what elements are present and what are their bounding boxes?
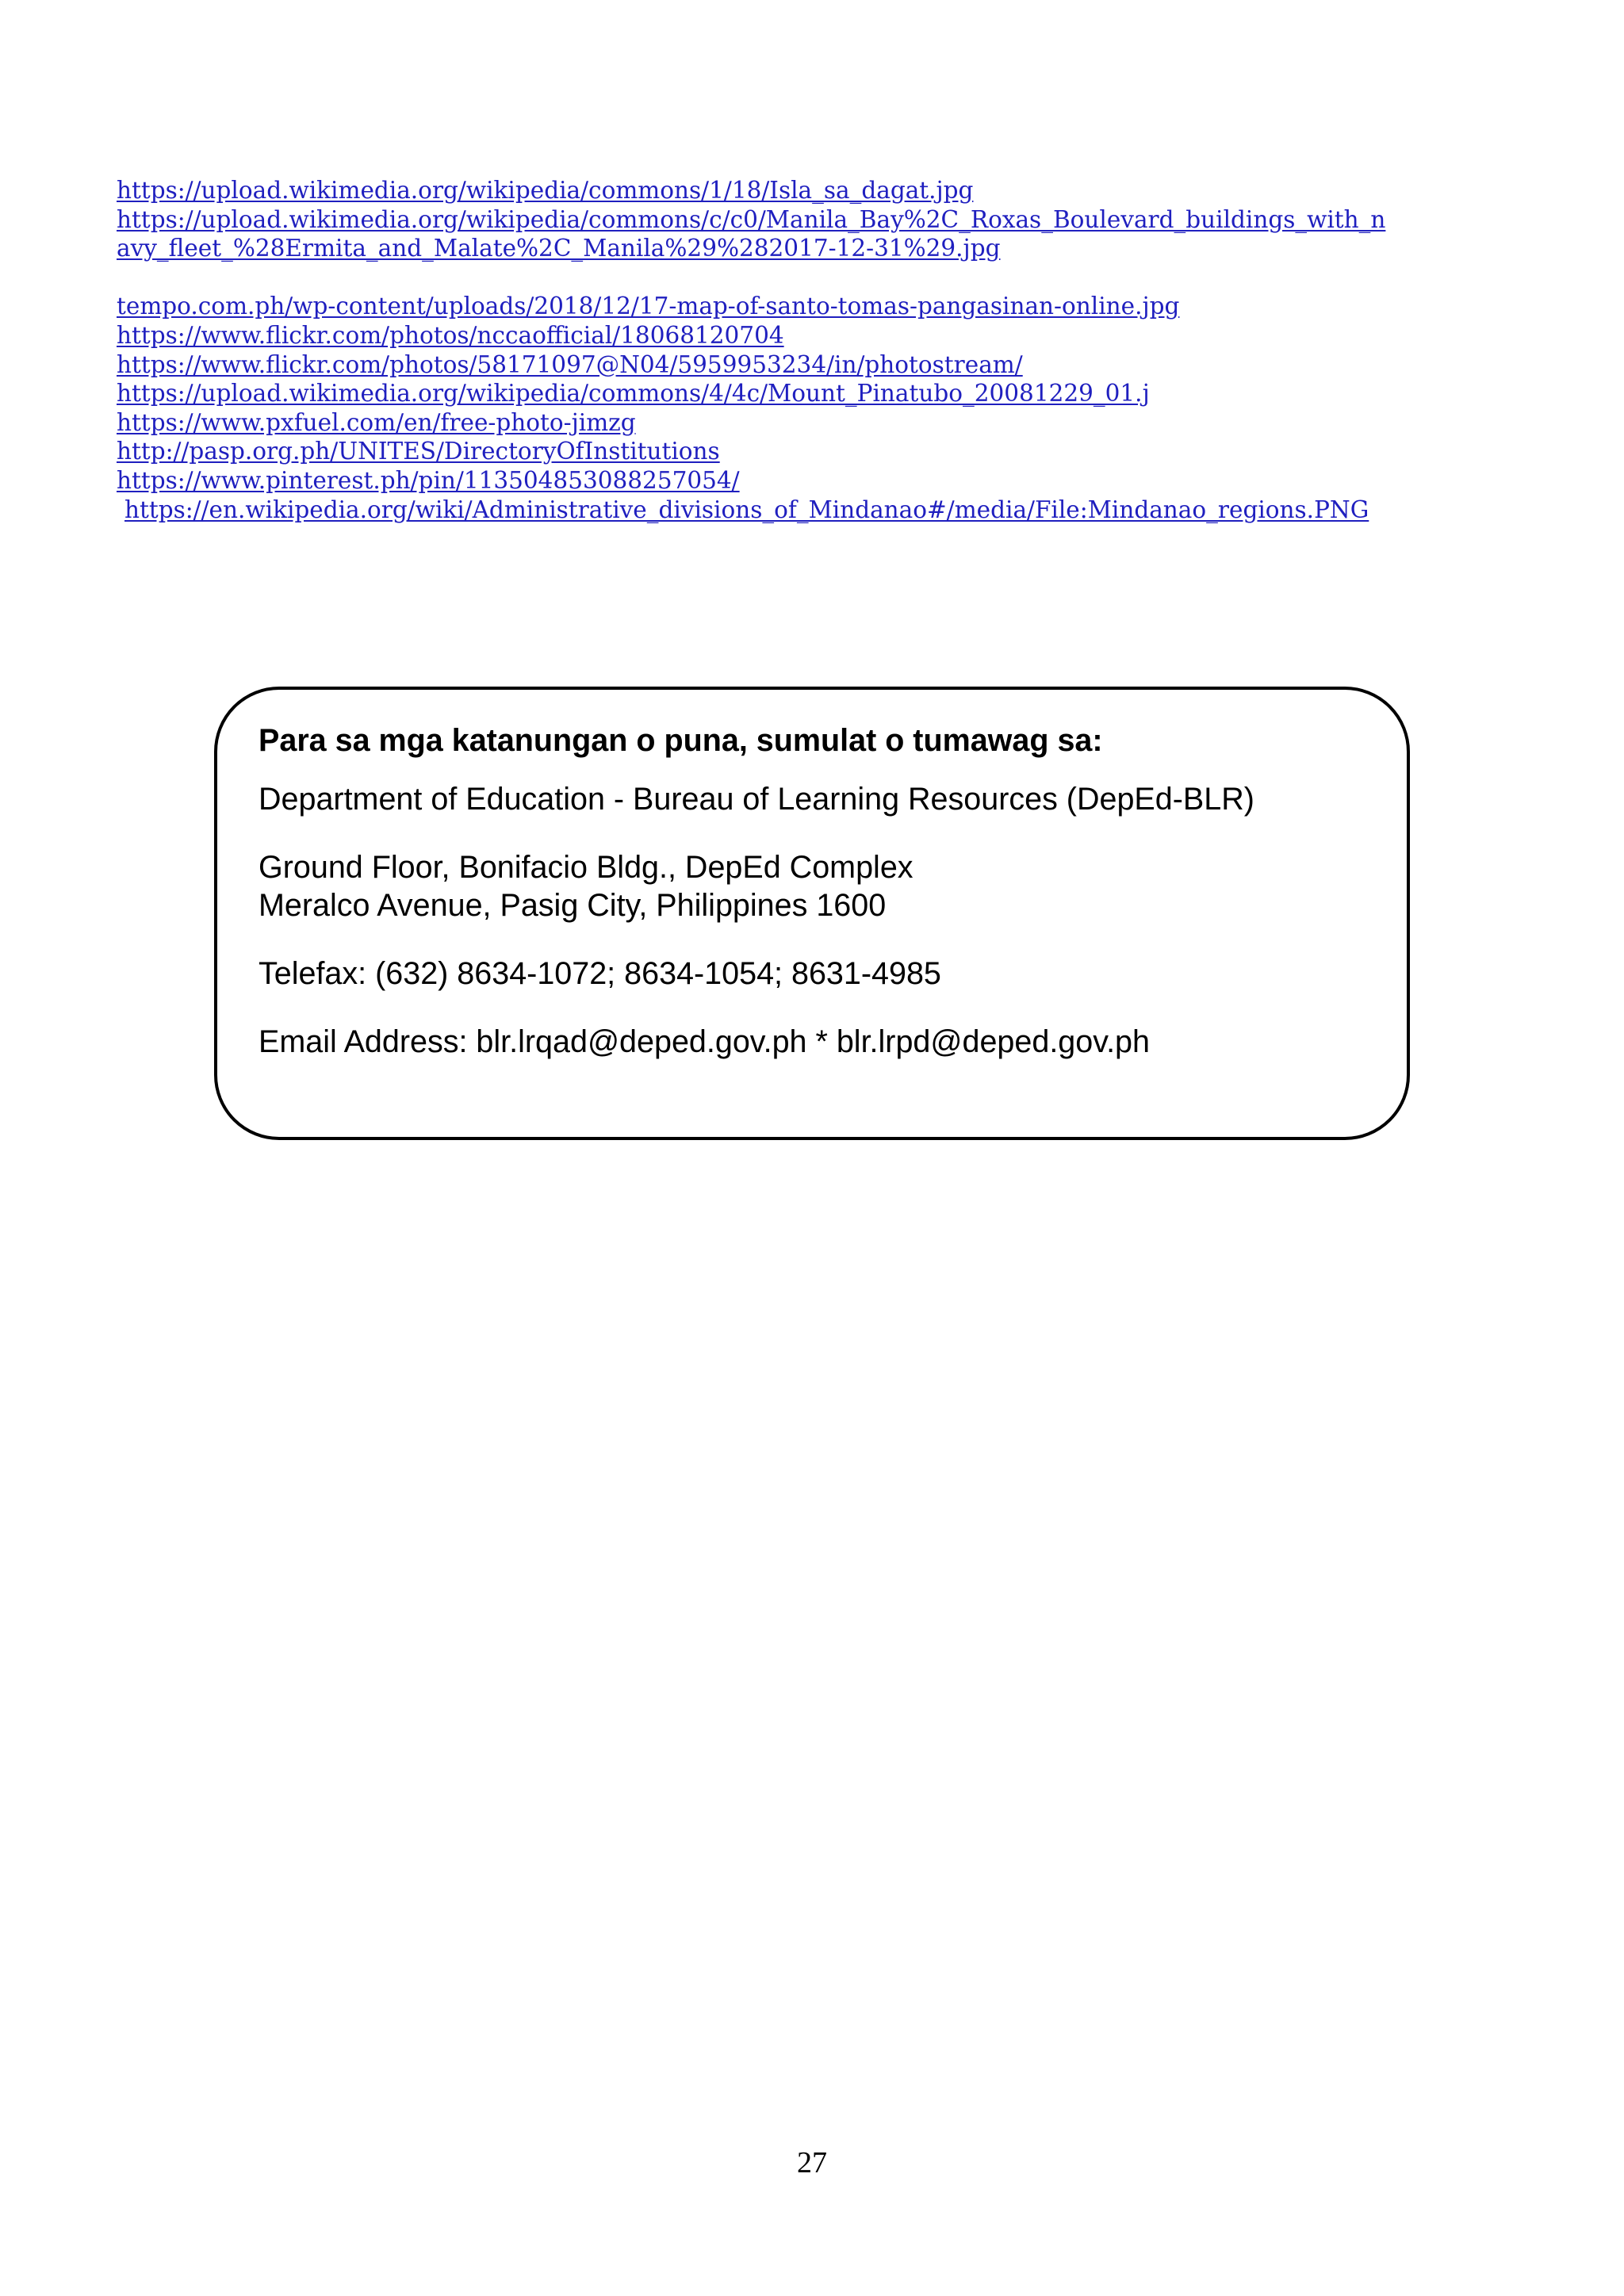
contact-info-box [214, 687, 1410, 1140]
reference-link-isla-sa-dagat[interactable]: https://upload.wikimedia.org/wikipedia/commons/1/18/Isla_sa_dagat.jpg [117, 177, 974, 204]
reference-link-pxfuel[interactable]: https://www.pxfuel.com/en/free-photo-jimzg [117, 408, 636, 436]
reference-link-mount-pinatubo[interactable]: https://upload.wikimedia.org/wikipedia/commons/4/4c/Mount_Pinatubo_20081229_01.j [117, 380, 1150, 408]
reference-link-pasp-directory[interactable]: http://pasp.org.ph/UNITES/DirectoryOfInstitutions [117, 438, 720, 465]
page-number: 27 [797, 2146, 827, 2179]
contact-address-line1: Ground Floor, Bonifacio Bldg., DepEd Complex [259, 850, 914, 885]
contact-email: Email Address: blr.lrqad@deped.gov.ph * blr.lrpd@deped.gov.ph [259, 1024, 1150, 1059]
references-list [117, 176, 1480, 524]
reference-spacer [117, 263, 1480, 293]
reference-link-manila-bay[interactable]: https://upload.wikimedia.org/wikipedia/commons/c/c0/Manila_Bay%2C_Roxas_Boulevard_buildings_with_n [117, 205, 1386, 233]
reference-link-flickr-ncca[interactable]: https://www.flickr.com/photos/nccaofficial/18068120704 [117, 321, 784, 349]
reference-link-mindanao-regions[interactable]: https://en.wikipedia.org/wiki/Administrative_divisions_of_Mindanao#/media/File:Mindanao_regions.PNG [124, 496, 1369, 523]
contact-address-line2: Meralco Avenue, Pasig City, Philippines 1600 [259, 888, 887, 923]
contact-telefax: Telefax: (632) 8634-1072; 8634-1054; 8631-4985 [259, 956, 941, 991]
reference-link-santo-tomas-map[interactable]: tempo.com.ph/wp-content/uploads/2018/12/17-map-of-santo-tomas-pangasinan-online.jpg [117, 293, 1180, 320]
contact-department: Department of Education - Bureau of Learning Resources (DepEd-BLR) [259, 782, 1254, 817]
reference-link-pinterest[interactable]: https://www.pinterest.ph/pin/113504853088257054/ [117, 466, 740, 494]
reference-link-flickr-photostream[interactable]: https://www.flickr.com/photos/58171097@N04/5959953234/in/photostream/ [117, 350, 1023, 378]
contact-heading: Para sa mga katanungan o puna, sumulat o tumawag sa: [259, 723, 1103, 758]
reference-link-manila-bay-continued[interactable]: avy_fleet_%28Ermita_and_Malate%2C_Manila%29%282017-12-31%29.jpg [117, 235, 1001, 262]
